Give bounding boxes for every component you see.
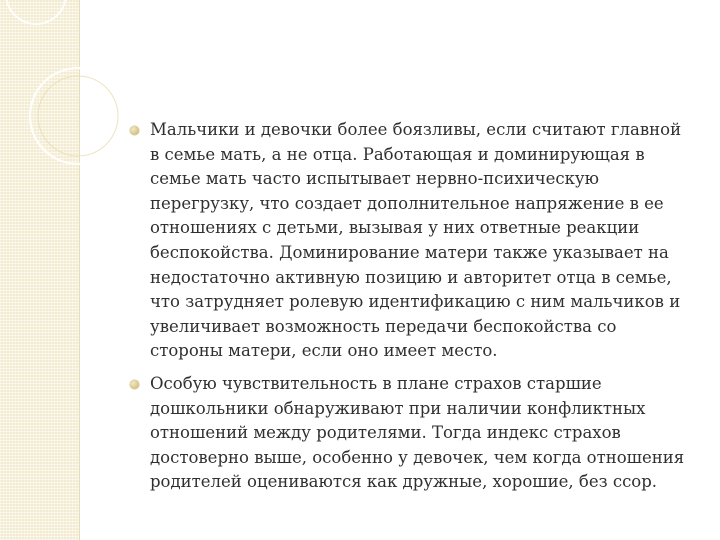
bullet-text-2: Особую чувствительность в плане страхов старшие дошкольники обнаруживают при наличии конфликтных отношений между родителями. Тогда индекс страхов достоверно выше, особенно у девочек, чем когда отношения родителей оцениваются как дружные, хорошие, без ссор. (150, 373, 685, 492)
decorative-circles-icon (0, 0, 120, 160)
bullet-dot-icon (130, 380, 139, 389)
bullet-text-1: Мальчики и девочки более боязливы, если считают главной в семье мать, а не отца. Работающая и доминирующая в семье мать часто испытывает нервно-психическую перегрузку, что создает дополнительное напряжение в ее отношениях с детьми, вызывая у них ответные реакции беспокойства. Доминирование матери также указывает на недостаточно активную позицию и авторитет отца в семье, что затрудняет ролевую идентификацию с ним мальчиков и увеличивает возможность передачи беспокойства со стороны матери, если оно имеет место. (150, 120, 682, 361)
bullet-item-1 (130, 118, 690, 364)
bullet-dot-icon (130, 126, 139, 135)
content-area (130, 118, 690, 503)
bullet-item-2 (130, 372, 690, 495)
bullet-list (130, 118, 690, 495)
